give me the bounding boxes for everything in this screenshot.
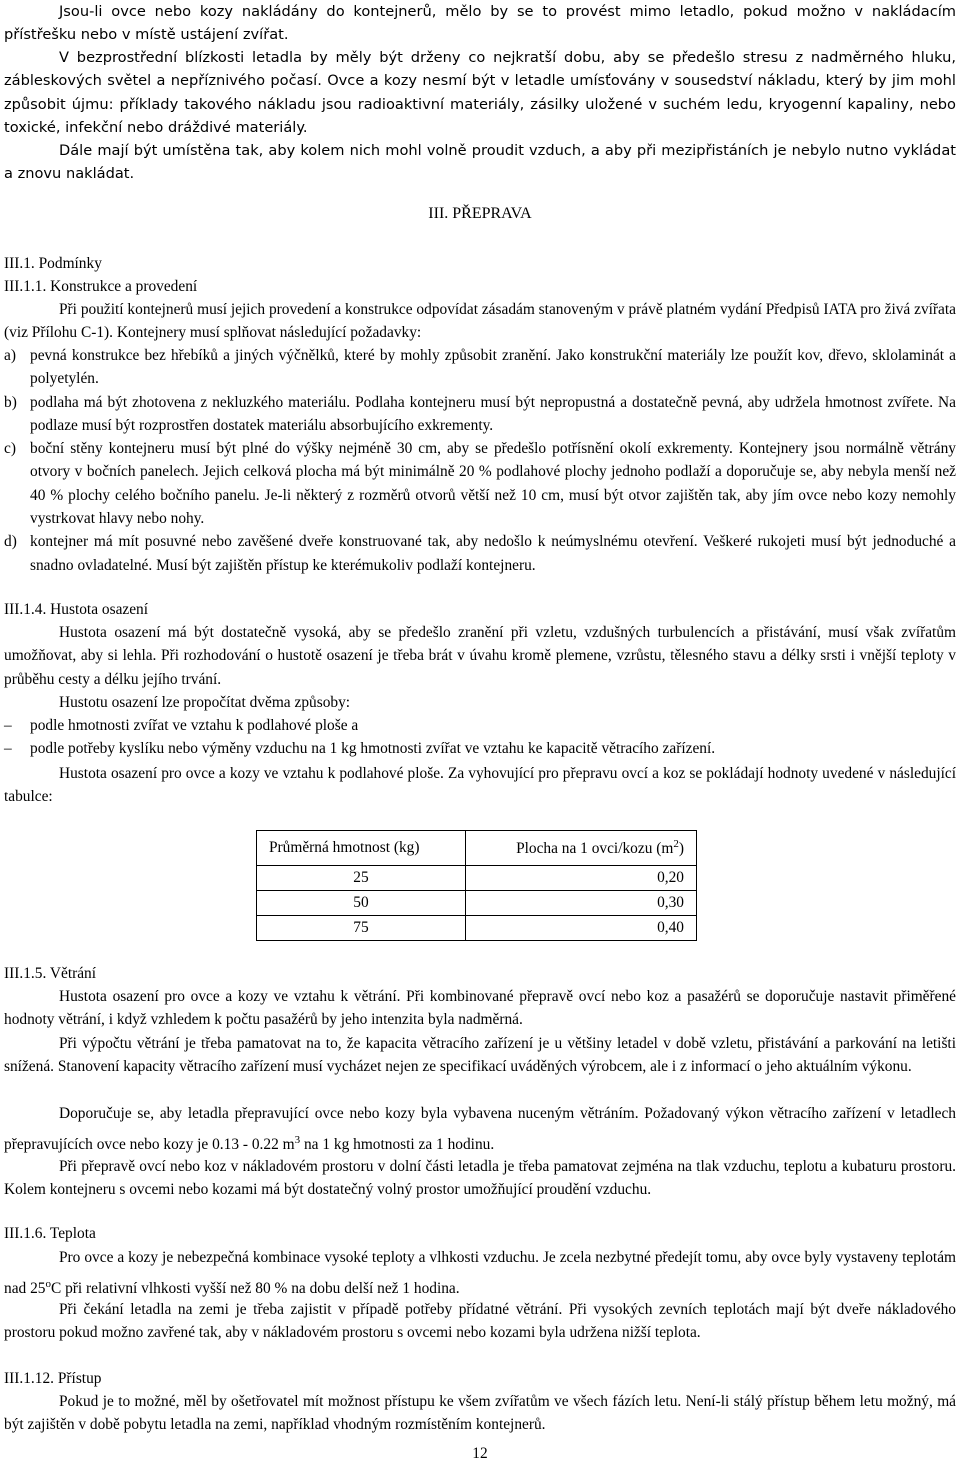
density-table	[256, 830, 697, 941]
heading-conditions: III.1. Podmínky	[4, 255, 102, 272]
paragraph-ventilation-1: Hustota osazení pro ovce a kozy ve vztahu k větrání. Při kombinované přepravě ovcí nebo koz a pasažérů se doporučuje nastavit přiměřené hodnoty větrání, i když vzhledem k počtu pasažérů by jeho intenzita byla nadměrná.	[4, 988, 956, 1029]
paragraph-density-2: Hustotu osazení lze propočítat dvěma způsoby:	[59, 694, 351, 711]
list-item	[4, 530, 956, 577]
paragraph-access: Pokud je to možné, měl by ošetřovatel mít možnost přístupu ke všem zvířatům ve všech fázích letu. Není-li stálý přístup během letu možný, má být zajištěn v době pobytu letadla na zemi, například vhodným rozmístěním kontejnerů.	[4, 1393, 956, 1434]
table-header-row	[257, 831, 697, 866]
paragraph-temperature-1: Pro ovce a kozy je nebezpečná kombinace vysoké teploty a vlhkosti vzduchu. Je zcela nezbytné předejít tomu, aby ovce byly vystaveny teplotám nad 25$^o$C při relativní vlhkosti vyšší než 80 % na dobu delší než 1 hodina.	[4, 1249, 956, 1298]
list-item	[4, 714, 956, 737]
paragraph-text: Jsou-li ovce nebo kozy nakládány do kontejnerů, mělo by se to provést mimo letadlo, pokud možno v nakládacím přístřešku nebo v místě ustájení zvířat.	[4, 3, 956, 44]
list-item	[4, 437, 956, 530]
section-title: III. PŘEPRAVA	[428, 205, 532, 222]
list-item	[4, 737, 956, 760]
paragraph-airflow: Dále mají být umístěna tak, aby kolem nich mohl volně proudit vzduch, a aby při mezipřistáních je nebylo nutno vykládat a znovu nakládat.	[4, 142, 956, 183]
list-item	[4, 391, 956, 438]
paragraph-ventilation-2: Při výpočtu větrání je třeba pamatovat na to, že kapacita větracího zařízení je u většiny letadel v době vzletu, přistávání a parkování na letišti snížená. Stanovení kapacity větracího zařízení musí vycházet nejen ze specifikací uváděných výrobcem, ale i z informací o jeho aktuálním výkonu.	[4, 1035, 956, 1076]
paragraph-proximity	[4, 46, 956, 139]
list-item-text: kontejner má mít posuvné nebo zavěšené dveře konstruované tak, aby nedošlo k neúmyslnému otevření. Veškeré rukojeti musí být jednoduché a snadno ovladatelné. Musí být zajištěn přístup ke kterémukoliv podlaží kontejneru.	[30, 533, 956, 574]
list-item	[4, 344, 956, 391]
page-number: 12	[472, 1445, 488, 1462]
table-cell-area: 0,30	[466, 891, 697, 916]
list-item-text: podle hmotnosti zvířat ve vztahu k podlahové ploše a	[30, 717, 359, 734]
paragraph-density-1: Hustota osazení má být dostatečně vysoká, aby se předešlo zranění při vzletu, vzdušných turbulencích a přistávání, musí však zvířatům umožňovat, aby si lehla. Při rozhodování o hustotě osazení je třeba brát v úvahu kromě plemene, vzrůstu, tělesného stavu a délky srsti i vnější teploty v průběhu cesty a délku jejího trvání.	[4, 624, 956, 688]
table-cell-area: 0,40	[466, 916, 697, 941]
heading-density: III.1.4. Hustota osazení	[4, 601, 149, 618]
table-header-weight: Průměrná hmotnost (kg)	[257, 831, 466, 866]
table-row	[257, 916, 697, 941]
heading-temperature: III.1.6. Teplota	[4, 1225, 96, 1242]
requirements-list	[4, 344, 956, 577]
paragraph-text: V bezprostřední blízkosti letadla by měly být drženy co nejkratší dobu, aby se předešlo stresu z nadměrného hluku, zábleskových světel a nepříznivého počasí.	[4, 49, 956, 90]
table-header-area: Plocha na 1 ovci/kozu $(m^2)$	[466, 831, 697, 866]
paragraph-loading	[4, 0, 956, 47]
heading-access: III.1.12. Přístup	[4, 1370, 102, 1387]
list-item-text: podle potřeby kyslíku nebo výměny vzduchu na 1 kg hmotnosti zvířat ve vztahu ke kapacitě větracího zařízení.	[30, 740, 716, 758]
dash-marker: –	[4, 740, 12, 758]
paragraph-ventilation-4: Při přepravě ovcí nebo koz v nákladovém prostoru v dolní části letadla je třeba pamatovat zejména na tlak vzduchu, teplotu a kubaturu prostoru. Kolem kontejneru s ovcemi nebo kozami má být dostatečný volný prostor umožňující proudění vzduchu.	[4, 1158, 956, 1199]
paragraph-text: Ovce a kozy nesmí být v letadle umísťovány v sousedství nákladu, který by jim mohl způsobit újmu: příklady takového nákladu jsou radioaktivní materiály, zásilky uložené v suchém ledu, kryogenní kapaliny, nebo toxické, infekční nebo dráždivé materiály.	[4, 72, 956, 136]
list-marker: a)	[4, 347, 16, 364]
list-item-text: pevná konstrukce bez hřebíků a jiných výčnělků, které by mohly způsobit zranění. Jako konstrukční materiály lze použít kov, dřevo, sklolaminát a polyetylén.	[30, 347, 956, 388]
list-item-text: boční stěny kontejneru musí být plné do výšky nejméně 30 cm, aby se předešlo potřísnění okolí exkrementy. Kontejnery jsou normálně větrány otvory v bočních panelech. Jejich celková plocha má být minimálně 20 % podlahové plochy jednoho podlaží a doporučuje se, aby nebyla menší než 40 % plochy celého bočního panelu. Je-li některý z rozměrů otvorů větší než 10 cm, musí být otvor zajištěn tak, aby jím ovce nebo kozy nemohly vystrkovat hlavy nebo nohy.	[30, 440, 956, 528]
paragraph-density-3: Hustota osazení pro ovce a kozy ve vztahu k podlahové ploše. Za vyhovující pro přepravu ovcí a koz se pokládají hodnoty uvedené v následující tabulce:	[4, 765, 956, 806]
list-marker: b)	[4, 393, 17, 411]
list-item-text: podlaha má být zhotovena z nekluzkého materiálu. Podlaha kontejneru musí být nepropustná a dostatečně pevná, aby udržela hmotnost zvířete. Na podlaze musí být rozprostřen dostatek materiálu absorbujícího exkrementy.	[30, 393, 956, 434]
methods-list	[4, 714, 956, 761]
table-row	[257, 866, 697, 891]
table-cell-weight: 50	[257, 891, 466, 916]
paragraph-construction: Při použití kontejnerů musí jejich provedení a konstrukce odpovídat zásadám stanoveným v právě platném vydání Předpisů IATA pro živá zvířata (viz Přílohu C-1). Kontejnery musí splňovat následující požadavky:	[4, 301, 956, 342]
heading-construction: III.1.1. Konstrukce a provedení	[4, 278, 198, 295]
heading-ventilation: III.1.5. Větrání	[4, 965, 97, 982]
table-cell-weight: 75	[257, 916, 466, 941]
list-marker: d)	[4, 533, 17, 551]
dash-marker: –	[4, 717, 12, 734]
table-cell-area: 0,20	[466, 866, 697, 891]
table-cell-weight: 25	[257, 866, 466, 891]
table-row	[257, 891, 697, 916]
paragraph-ventilation-3: Doporučuje se, aby letadla přepravující ovce nebo kozy byla vybavena nuceným větráním. Požadovaný výkon větracího zařízení v letadlech přepravujících ovce nebo kozy je 0.13 - 0.22 $m^3$ na 1 kg hmotnosti za 1 hodinu.	[4, 1105, 956, 1154]
paragraph-temperature-2: Při čekání letadla na zemi je třeba zajistit v případě potřeby přídatné větrání. Při vysokých zevních teplotách mají být dveře nákladového prostoru pokud možno zavřené tak, aby v nákladovém prostoru s ovcemi nebo kozami byla udržena nižší teplota.	[4, 1301, 956, 1342]
list-marker: c)	[4, 440, 16, 458]
